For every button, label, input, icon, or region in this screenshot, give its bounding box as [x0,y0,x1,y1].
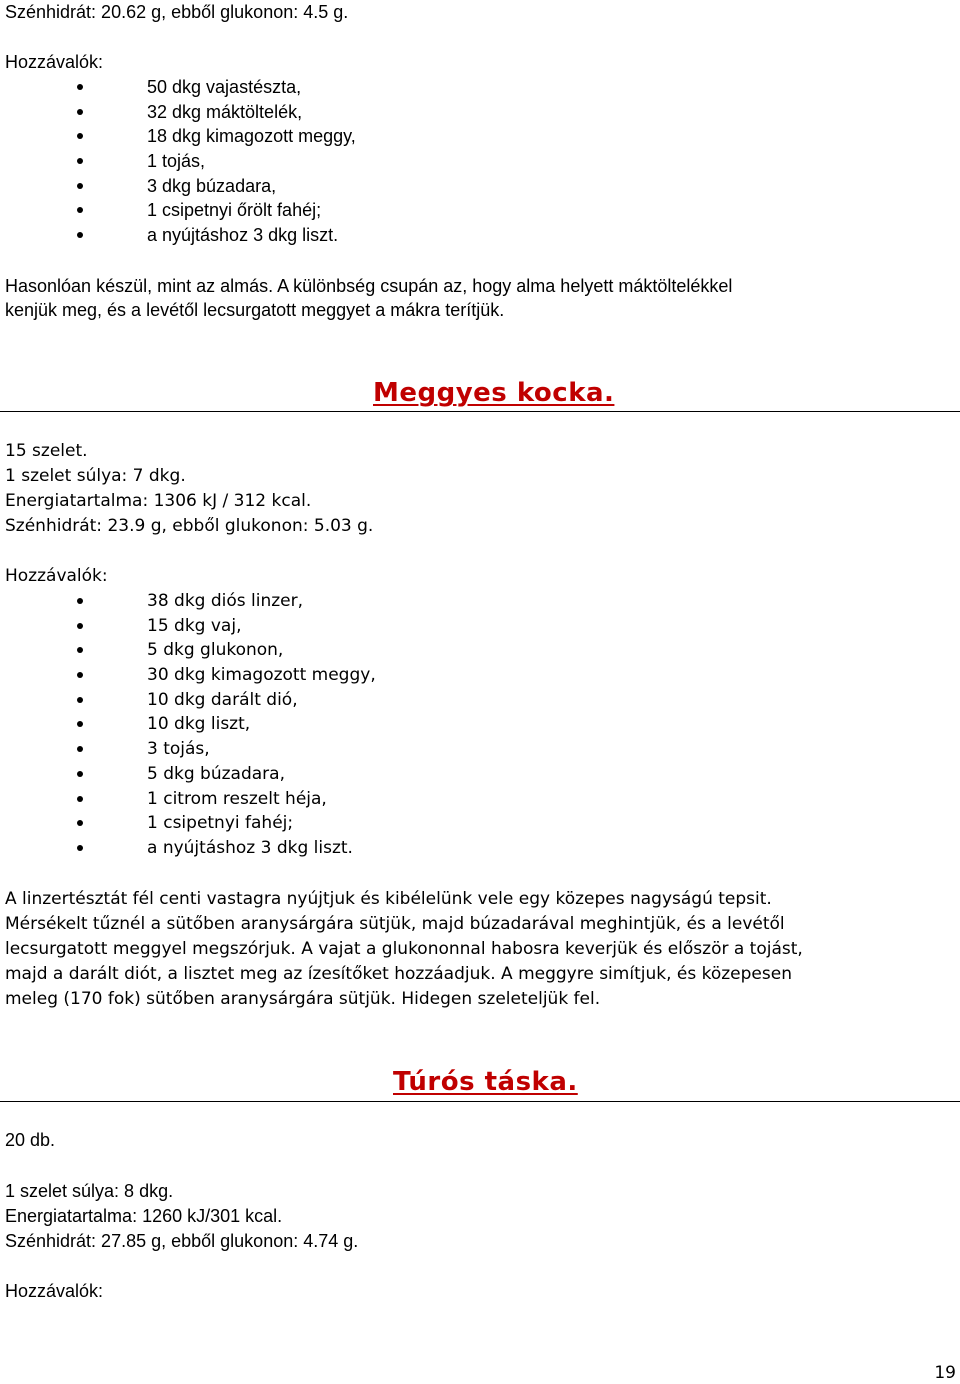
top-recipe-instructions-line-1: Hasonlóan készül, mint az almás. A különbség csupán az, hogy alma helyett máktöltelékkel [5,276,733,296]
bullet-icon [77,672,83,678]
meggyes-kocka-instructions-line-1: A linzertésztát fél centi vastagra nyújtjuk és kibélelünk vele egy közepes nagyságú tepsit. [5,889,772,909]
meggyes-kocka-carbs: Szénhidrát: 23.9 g, ebből glukonon: 5.03 g. [5,516,374,536]
bullet-icon [77,771,83,777]
bullet-icon [77,133,83,139]
bullet-icon [77,598,83,604]
bullet-icon [77,697,83,703]
bullet-icon [77,647,83,653]
meggyes-kocka-portions: 15 szelet. [5,441,88,461]
bullet-icon [77,820,83,826]
turos-taska-carbs: Szénhidrát: 27.85 g, ebből glukonon: 4.74 g. [5,1231,359,1251]
turos-taska-piece-weight: 1 szelet súlya: 8 dkg. [5,1181,174,1201]
bullet-icon [77,845,83,851]
top-recipe-instructions-line-2: kenjük meg, és a levétől lecsurgatott meggyet a mákra terítjük. [5,300,505,320]
turos-taska-portions: 20 db. [5,1130,56,1150]
bullet-icon [77,623,83,629]
bullet-icon [77,84,83,90]
bullet-icon [77,721,83,727]
bullet-icon [77,158,83,164]
recipe-title-turos-taska: Túrós táska. [393,1067,578,1097]
meggyes-kocka-ingredients-label: Hozzávalók: [5,566,108,586]
meggyes-kocka-instructions-line-4: majd a darált diót, a lisztet meg az ízesítőket hozzáadjuk. A meggyre simítjuk, és közepesen [5,964,792,984]
meggyes-kocka-instructions-line-5: meleg (170 fok) sütőben aranysárgára sütjük. Hidegen szeleteljük fel. [5,989,601,1009]
meggyes-kocka-instructions-line-2: Mérsékelt tűznél a sütőben aranysárgára sütjük, majd búzadarával meghintjük, és a levétől [5,914,785,934]
meggyes-kocka-instructions-line-3: lecsurgatott meggyel megszórjuk. A vajat a glukononnal habosra keverjük és először a tojást, [5,939,803,959]
meggyes-kocka-slice-weight: 1 szelet súlya: 7 dkg. [5,466,186,486]
top-recipe-carbs: Szénhidrát: 20.62 g, ebből glukonon: 4.5 g. [5,2,349,22]
bullet-icon [77,183,83,189]
bullet-icon [77,109,83,115]
section-divider [0,411,960,412]
turos-taska-energy: Energiatartalma: 1260 kJ/301 kcal. [5,1206,283,1226]
bullet-icon [77,796,83,802]
recipe-title-meggyes-kocka: Meggyes kocka. [373,378,615,408]
document-page: Szénhidrát: 20.62 g, ebből glukonon: 4.5 g. Hozzávalók: 50 dkg vajastészta, 32 dkg máktöltelék, 18 dkg kimagozott meggy, 1 tojás, 3 dkg búzadara, 1 csipetnyi őrölt fahéj; a nyújtáshoz 3 dkg liszt. Hasonlóan készül, mint az almás. A különbség csupán az, hogy alma helyett máktöltelékkel kenjük meg, és a levétől lecsurgatott meggyet a mákra terítjük. Meggyes kocka. 15 szelet. 1 szelet súlya: 7 dkg. Energiatartalma: 1306 kJ / 312 kcal. Szénhidrát: 23.9 g, ebből glukonon: 5.03 g. Hozzávalók: 38 dkg diós linzer, 15 dkg vaj, 5 dkg glukonon, 30 dkg kimagozott meggy, 10 dkg darált dió, 10 dkg liszt, 3 tojás, 5 dkg búzadara, 1 citrom reszelt héja, 1 csipetnyi fahéj; a nyújtáshoz 3 dkg liszt. A linzertésztát fél centi vastagra nyújtjuk és kibélelünk vele egy közepes nagyságú tepsit. Mérsékelt tűznél a sütőben aranysárgára sütjük, majd búzadarával meghintjük, és a levétől lecsurgatott meggyel megszórjuk. A vajat a glukononnal habosra keverjük és először a tojást, majd a darált diót, a lisztet meg az ízesítőket hozzáadjuk. A meggyre simítjuk, és közepesen meleg (170 fok) sütőben aranysárgára sütjük. Hidegen szeleteljük fel. Túrós táska. 20 db. 1 szelet súlya: 8 dkg. Energiatartalma: 1260 kJ/301 kcal. Szénhidrát: 27.85 g, ebből glukonon: 4.74 g. Hozzávalók: 19 [0,0,960,1384]
top-recipe-ingredients-label: Hozzávalók: [5,52,104,72]
bullet-icon [77,746,83,752]
bullet-icon [77,207,83,213]
section-divider [0,1101,960,1102]
meggyes-kocka-energy: Energiatartalma: 1306 kJ / 312 kcal. [5,491,312,511]
turos-taska-ingredients-label: Hozzávalók: [5,1281,104,1301]
page-number: 19 [934,1363,956,1383]
bullet-icon [77,232,83,238]
